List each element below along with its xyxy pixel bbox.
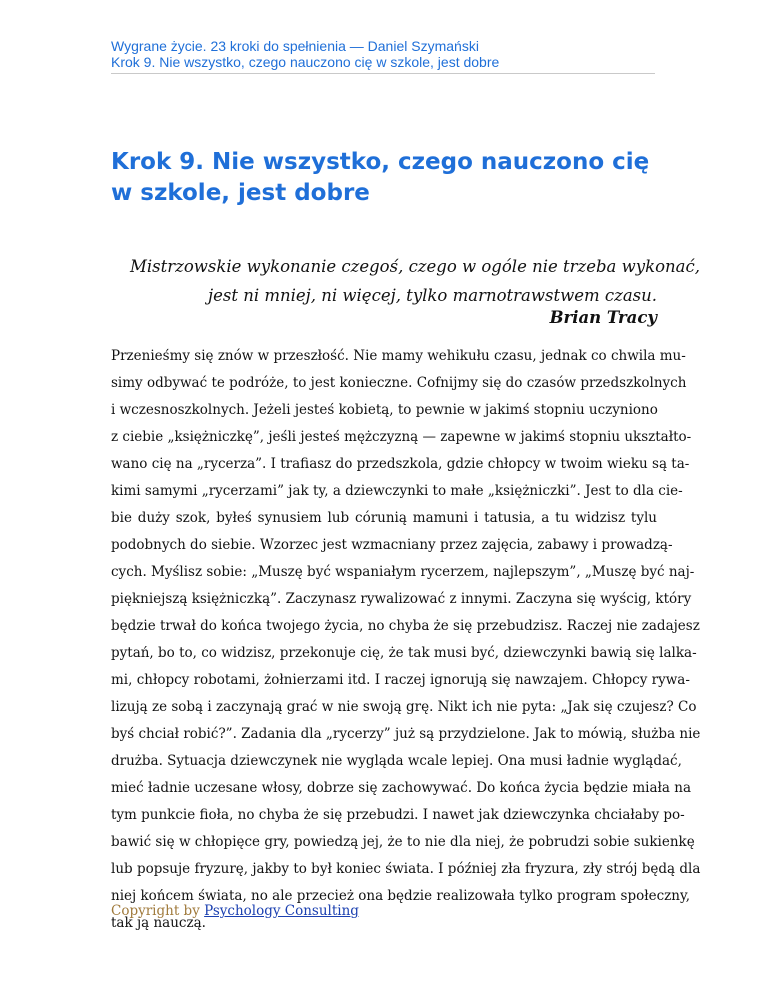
body-line: podobnych do siebie. Wzorzec jest wzmacniany przez zajęcia, zabawy i prowadzą- [111,537,673,553]
epigraph-line-1: Mistrzowskie wykonanie czegoś, czego w ogóle nie trzeba wykonać, [130,257,700,276]
body-line: mieć ładnie uczesane włosy, dobrze się zachowywać. Do końca życia będzie miała na [111,780,692,796]
epigraph-line-2: jest ni mniej, ni więcej, tylko marnotrawstwem czasu. [207,286,657,305]
running-header [111,38,655,74]
chapter-title [111,147,671,209]
copyright-text: Copyright by [111,903,205,919]
body-line: byś chciał robić?”. Zadania dla „rycerzy” już są przydzielone. Jak to mówią, służba nie [111,726,701,742]
body-line: mi, chłopcy robotami, żołnierzami itd. I raczej ignorują się nawzajem. Chłopcy rywa- [111,672,690,688]
body-line: bie duży szok, byłeś synusiem lub córunią mamuni i tatusia, a tu widzisz tylu [111,510,657,526]
epigraph-quote [130,252,700,310]
body-line: Przenieśmy się znów w przeszłość. Nie mamy wehikułu czasu, jednak co chwila mu- [111,348,686,364]
body-line: simy odbywać te podróże, to jest konieczne. Cofnijmy się do czasów przedszkolnych [111,375,687,391]
epigraph-author: Brian Tracy [549,308,657,327]
body-line: niej końcem świata, no ale przecież ona będzie realizowała tylko program społeczny, [111,888,691,904]
body-line: tym punkcie fioła, no chyba że się przebudzi. I nawet jak dziewczynka chciałaby po- [111,807,685,823]
chapter-title-line-1: Krok 9. Nie wszystko, czego nauczono cię [111,149,650,175]
body-line: drużba. Sytuacja dziewczynek nie wygląda wcale lepiej. Ona musi ładnie wyglądać, [111,753,682,769]
chapter-title-line-2: w szkole, jest dobre [111,180,370,206]
body-line: i wczesnoszkolnych. Jeżeli jesteś kobietą, to pewnie w jakimś stopniu uczyniono [111,402,658,418]
body-line: lub popsuje fryzurę, jakby to był koniec świata. I później zła fryzura, zły strój będą dla [111,861,701,877]
body-line: piękniejszą księżniczką”. Zaczynasz rywalizować z innymi. Zaczyna się wyścig, który [111,591,692,607]
body-line: pytań, bo to, co widzisz, przekonuje cię, że tak musi być, dziewczynki bawią się lalka- [111,645,697,661]
body-line: wano cię na „rycerza”. I trafiasz do przedszkola, gdzie chłopcy w twoim wieku są ta- [111,456,690,472]
copyright-footer [111,902,359,920]
body-line: będzie trwał do końca twojego życia, no chyba że się przebudzisz. Raczej nie zadajesz [111,618,700,634]
body-line: cych. Myślisz sobie: „Muszę być wspaniałym rycerzem, najlepszym”, „Muszę być naj- [111,564,695,580]
body-line: tak ją nauczą. [111,915,206,931]
body-line: bawić się w chłopięce gry, powiedzą jej, że to nie dla niej, że pobrudzi sobie sukienkę [111,834,695,850]
body-line: z ciebie „księżniczkę”, jeśli jesteś mężczyzną — zapewne w jakimś stopniu ukształto- [111,429,692,445]
body-line: kimi samymi „rycerzami” jak ty, a dziewczynki to małe „księżniczki”. Jest to dla cie- [111,483,683,499]
body-line: lizują ze sobą i zaczynają grać w nie swoją grę. Nikt ich nie pyta: „Jak się czujesz? Co [111,699,697,715]
header-book-title: Wygrane życie. 23 kroki do spełnienia — Daniel Szymański [111,38,479,54]
body-paragraph [111,343,701,937]
psychology-consulting-link[interactable]: Psychology Consulting [204,903,359,919]
header-chapter: Krok 9. Nie wszystko, czego nauczono cię w szkole, jest dobre [111,54,500,70]
